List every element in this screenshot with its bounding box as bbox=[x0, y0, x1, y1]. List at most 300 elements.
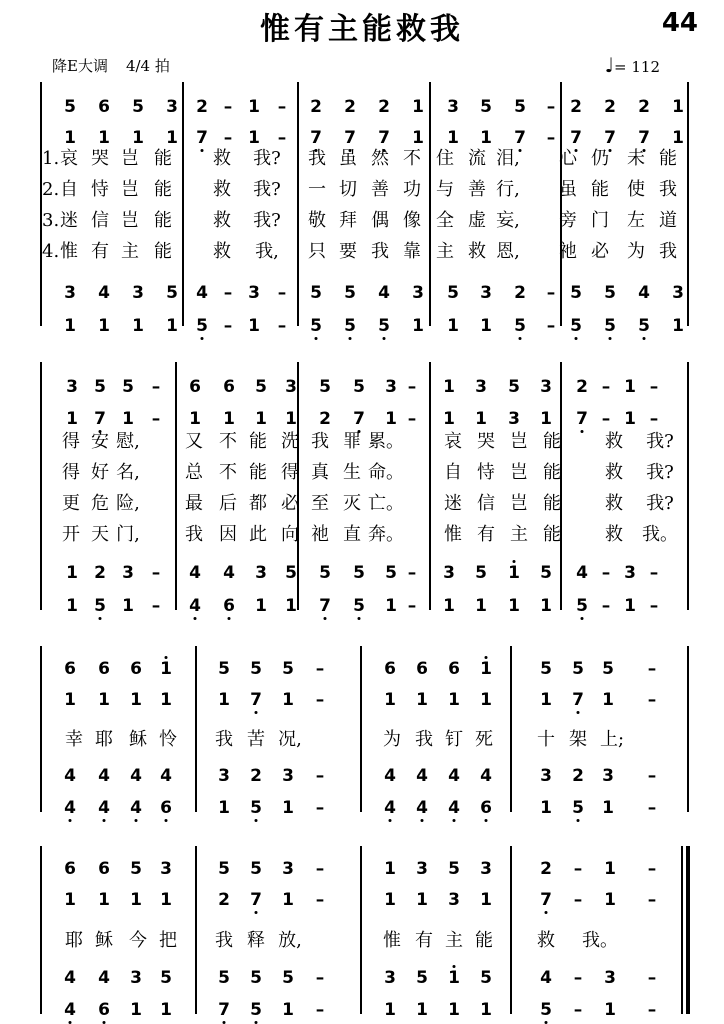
octave-dot-below bbox=[255, 711, 258, 714]
sustain-dash: – bbox=[407, 409, 417, 429]
note-digit: 2 bbox=[572, 766, 584, 786]
octave-dot-below bbox=[99, 617, 102, 620]
note-digit: 1 bbox=[130, 890, 142, 910]
lyric-char: 我 bbox=[659, 179, 677, 200]
note-digit: 3 bbox=[282, 766, 294, 786]
note-digit: 1 bbox=[66, 596, 78, 616]
lyric-char: 偶 bbox=[371, 210, 389, 231]
lyric-char: 主 bbox=[121, 241, 139, 262]
note-digit: 5 bbox=[508, 377, 520, 397]
note-digit: 1 bbox=[189, 409, 201, 429]
barline bbox=[510, 846, 512, 1014]
note-digit: 6 bbox=[223, 596, 235, 616]
note-digit: 1 bbox=[672, 316, 684, 336]
note-digit: 2 bbox=[378, 97, 390, 117]
octave-dot-above bbox=[485, 656, 488, 659]
note-digit: 7 bbox=[638, 128, 650, 148]
lyric-char: 能 bbox=[543, 524, 561, 545]
note-digit: 3 bbox=[255, 563, 267, 583]
sustain-dash: – bbox=[223, 316, 233, 336]
lyric-char: 门, bbox=[116, 524, 140, 545]
note-digit: 1 bbox=[602, 690, 614, 710]
lyric-char: 后 bbox=[219, 493, 237, 514]
note-digit: 5 bbox=[94, 596, 106, 616]
note-digit: 1 bbox=[624, 377, 636, 397]
lyric-char: 奔。 bbox=[368, 524, 404, 545]
lyric-char: 我? bbox=[253, 148, 281, 169]
sustain-dash: – bbox=[151, 596, 161, 616]
barline bbox=[560, 362, 562, 610]
note-digit: 4 bbox=[98, 798, 110, 818]
note-digit: 5 bbox=[282, 968, 294, 988]
lyric-char: 我, bbox=[255, 241, 279, 262]
lyric-char: 救 bbox=[213, 148, 231, 169]
barline bbox=[687, 82, 689, 326]
lyric-char: 恩, bbox=[496, 241, 520, 262]
note-digit: 5 bbox=[166, 283, 178, 303]
note-digit: 4 bbox=[98, 968, 110, 988]
sustain-dash: – bbox=[223, 128, 233, 148]
barline bbox=[182, 82, 184, 326]
note-digit: 3 bbox=[412, 283, 424, 303]
lyric-char: 能 bbox=[249, 431, 267, 452]
sustain-dash: – bbox=[601, 596, 611, 616]
note-digit: 5 bbox=[602, 659, 614, 679]
barline bbox=[429, 82, 431, 326]
note-digit: 1 bbox=[98, 316, 110, 336]
lyric-char: 不 bbox=[403, 148, 421, 169]
note-digit: 5 bbox=[250, 659, 262, 679]
note-digit: 3 bbox=[384, 968, 396, 988]
lyric-char: 真 bbox=[311, 462, 329, 483]
note-digit: 5 bbox=[514, 316, 526, 336]
note-digit: 5 bbox=[447, 283, 459, 303]
lyric-char: 要 bbox=[339, 241, 357, 262]
note-digit: 3 bbox=[540, 377, 552, 397]
note-digit: 7 bbox=[570, 128, 582, 148]
note-digit: 5 bbox=[540, 563, 552, 583]
lyric-char: 救 bbox=[468, 241, 486, 262]
barline bbox=[175, 362, 177, 610]
sustain-dash: – bbox=[601, 409, 611, 429]
lyric-char: 总 bbox=[185, 462, 203, 483]
octave-dot-below bbox=[201, 149, 204, 152]
barline bbox=[297, 362, 299, 610]
lyric-char: 耶 bbox=[95, 729, 113, 750]
note-digit: 3 bbox=[447, 97, 459, 117]
lyric-char: 我? bbox=[646, 493, 674, 514]
lyric-char: 死 bbox=[475, 729, 493, 750]
lyric-char: 罪 bbox=[343, 431, 361, 452]
octave-dot-below bbox=[255, 911, 258, 914]
note-digit: 1 bbox=[122, 409, 134, 429]
note-digit: 1 bbox=[385, 596, 397, 616]
lyric-char: 最 bbox=[185, 493, 203, 514]
note-digit: 2 bbox=[218, 890, 230, 910]
note-digit: 5 bbox=[282, 659, 294, 679]
note-digit: 4 bbox=[130, 798, 142, 818]
lyric-char: 不 bbox=[219, 462, 237, 483]
note-digit: 6 bbox=[384, 659, 396, 679]
note-digit: 4 bbox=[189, 596, 201, 616]
note-digit: 2 bbox=[540, 859, 552, 879]
note-digit: 3 bbox=[672, 283, 684, 303]
note-digit: 1 bbox=[160, 890, 172, 910]
lyric-char: 此 bbox=[249, 524, 267, 545]
final-barline bbox=[686, 846, 690, 1014]
sustain-dash: – bbox=[151, 409, 161, 429]
note-digit: 5 bbox=[196, 316, 208, 336]
sustain-dash: – bbox=[649, 563, 659, 583]
lyric-char: 得 bbox=[281, 462, 299, 483]
sustain-dash: – bbox=[315, 766, 325, 786]
note-digit: 5 bbox=[604, 316, 616, 336]
sustain-dash: – bbox=[601, 377, 611, 397]
lyric-char: 岂 bbox=[510, 462, 528, 483]
lyric-char: 十 bbox=[537, 729, 555, 750]
note-digit: 5 bbox=[378, 316, 390, 336]
note-digit: 1 bbox=[98, 128, 110, 148]
lyric-char: 我 bbox=[311, 431, 329, 452]
note-digit: 2 bbox=[638, 97, 650, 117]
note-digit: 3 bbox=[475, 377, 487, 397]
quarter-note-icon: ♩ bbox=[604, 53, 615, 77]
lyric-char: 惟 bbox=[60, 241, 78, 262]
lyric-char: 把 bbox=[159, 930, 177, 951]
lyric-char: 我 bbox=[371, 241, 389, 262]
note-digit: 4 bbox=[480, 766, 492, 786]
octave-dot-below bbox=[69, 819, 72, 822]
lyric-char: 放, bbox=[278, 930, 302, 951]
note-digit: 1 bbox=[160, 659, 172, 679]
note-digit: 7 bbox=[540, 890, 552, 910]
barline bbox=[40, 82, 42, 326]
sustain-dash: – bbox=[315, 859, 325, 879]
sustain-dash: – bbox=[277, 283, 287, 303]
note-digit: 5 bbox=[638, 316, 650, 336]
lyric-char: 左 bbox=[627, 210, 645, 231]
lyric-char: 善 bbox=[468, 179, 486, 200]
octave-dot-below bbox=[581, 617, 584, 620]
lyric-char: 生 bbox=[343, 462, 361, 483]
octave-dot-below bbox=[577, 819, 580, 822]
octave-dot-below bbox=[358, 617, 361, 620]
note-digit: 5 bbox=[64, 97, 76, 117]
lyric-char: 岂 bbox=[510, 431, 528, 452]
note-digit: 1 bbox=[480, 316, 492, 336]
barline bbox=[195, 646, 197, 812]
lyric-char: 旁 bbox=[559, 210, 577, 231]
lyric-char: 哭 bbox=[91, 148, 109, 169]
note-digit: 3 bbox=[285, 377, 297, 397]
lyric-char: 哀 bbox=[444, 431, 462, 452]
lyric-char: 妄, bbox=[496, 210, 520, 231]
note-digit: 1 bbox=[248, 128, 260, 148]
lyric-char: 上; bbox=[599, 729, 625, 750]
note-digit: 1 bbox=[282, 890, 294, 910]
note-digit: 1 bbox=[218, 798, 230, 818]
note-digit: 5 bbox=[353, 596, 365, 616]
lyric-char: 自 bbox=[444, 462, 462, 483]
note-digit: 5 bbox=[255, 377, 267, 397]
octave-dot-below bbox=[255, 819, 258, 822]
barline bbox=[510, 646, 512, 812]
lyric-char: 今 bbox=[129, 930, 147, 951]
note-digit: 1 bbox=[480, 1000, 492, 1020]
note-digit: 4 bbox=[223, 563, 235, 583]
octave-dot-below bbox=[194, 617, 197, 620]
note-digit: 5 bbox=[319, 563, 331, 583]
lyric-char: 全 bbox=[436, 210, 454, 231]
lyric-char: 不 bbox=[219, 431, 237, 452]
note-digit: 5 bbox=[122, 377, 134, 397]
lyric-char: 迷 bbox=[444, 493, 462, 514]
lyric-char: 稣 bbox=[95, 930, 113, 951]
lyric-char: 更 bbox=[62, 493, 80, 514]
lyric-char: 流 bbox=[468, 148, 486, 169]
lyric-char: 祂 bbox=[311, 524, 329, 545]
lyric-char: 一 bbox=[308, 179, 326, 200]
lyric-char: 泪, bbox=[496, 148, 520, 169]
note-digit: 3 bbox=[132, 283, 144, 303]
lyric-char: 门 bbox=[591, 210, 609, 231]
sustain-dash: – bbox=[546, 316, 556, 336]
note-digit: 2 bbox=[604, 97, 616, 117]
octave-dot-below bbox=[577, 711, 580, 714]
note-digit: 4 bbox=[540, 968, 552, 988]
note-digit: 3 bbox=[448, 890, 460, 910]
note-digit: 5 bbox=[132, 97, 144, 117]
octave-dot-above bbox=[513, 560, 516, 563]
note-digit: 3 bbox=[540, 766, 552, 786]
lyric-char: 虚 bbox=[468, 210, 486, 231]
lyric-char: 恃 bbox=[91, 179, 109, 200]
note-digit: 1 bbox=[540, 798, 552, 818]
lyric-char: 有 bbox=[477, 524, 495, 545]
note-digit: 5 bbox=[94, 377, 106, 397]
note-digit: 5 bbox=[570, 283, 582, 303]
lyric-char: 哀 bbox=[60, 148, 78, 169]
lyric-char: 向 bbox=[281, 524, 299, 545]
sustain-dash: – bbox=[277, 316, 287, 336]
note-digit: 1 bbox=[480, 128, 492, 148]
lyric-char: 恃 bbox=[477, 462, 495, 483]
note-digit: 1 bbox=[475, 409, 487, 429]
lyric-char: 有 bbox=[91, 241, 109, 262]
note-digit: 3 bbox=[624, 563, 636, 583]
note-digit: 1 bbox=[416, 890, 428, 910]
lyric-char: 得 bbox=[62, 462, 80, 483]
sustain-dash: – bbox=[315, 659, 325, 679]
barline bbox=[40, 846, 42, 1014]
lyric-char: 能 bbox=[591, 179, 609, 200]
lyric-char: 救 bbox=[213, 241, 231, 262]
note-digit: 1 bbox=[223, 409, 235, 429]
note-digit: 5 bbox=[218, 859, 230, 879]
note-digit: 5 bbox=[250, 1000, 262, 1020]
lyric-char: 救 bbox=[605, 524, 623, 545]
note-digit: 3 bbox=[122, 563, 134, 583]
octave-dot-below bbox=[324, 617, 327, 620]
note-digit: 3 bbox=[508, 409, 520, 429]
barline bbox=[360, 846, 362, 1014]
note-digit: 5 bbox=[250, 968, 262, 988]
sustain-dash: – bbox=[315, 690, 325, 710]
note-digit: 1 bbox=[385, 409, 397, 429]
note-digit: 1 bbox=[282, 1000, 294, 1020]
note-digit: 6 bbox=[64, 859, 76, 879]
note-digit: 1 bbox=[443, 596, 455, 616]
note-digit: 2 bbox=[344, 97, 356, 117]
lyric-char: 怜 bbox=[159, 729, 177, 750]
note-digit: 6 bbox=[160, 798, 172, 818]
lyric-char: 我? bbox=[253, 179, 281, 200]
lyric-char: 然 bbox=[371, 148, 389, 169]
note-digit: 1 bbox=[448, 690, 460, 710]
sustain-dash: – bbox=[647, 798, 657, 818]
lyric-char: 况, bbox=[278, 729, 302, 750]
note-digit: 7 bbox=[319, 596, 331, 616]
lyric-char: 又 bbox=[185, 431, 203, 452]
lyric-char: 像 bbox=[403, 210, 421, 231]
lyric-char: 洗 bbox=[281, 431, 299, 452]
barline bbox=[681, 846, 683, 1014]
lyric-char: 主 bbox=[445, 930, 463, 951]
note-digit: 1 bbox=[66, 409, 78, 429]
sustain-dash: – bbox=[407, 596, 417, 616]
note-digit: 4 bbox=[448, 798, 460, 818]
lyric-char: 我 bbox=[659, 241, 677, 262]
octave-dot-below bbox=[485, 819, 488, 822]
note-digit: 1 bbox=[248, 97, 260, 117]
note-digit: 4 bbox=[384, 798, 396, 818]
lyric-char: 与 bbox=[436, 179, 454, 200]
note-digit: 1 bbox=[64, 128, 76, 148]
sustain-dash: – bbox=[573, 890, 583, 910]
lyric-char: 至 bbox=[311, 493, 329, 514]
lyric-char: 救 bbox=[605, 431, 623, 452]
lyric-char: 能 bbox=[154, 179, 172, 200]
lyric-char: 耶 bbox=[65, 930, 83, 951]
lyric-char: 危 bbox=[91, 493, 109, 514]
lyric-char: 靠 bbox=[403, 241, 421, 262]
octave-dot-below bbox=[315, 337, 318, 340]
note-digit: 5 bbox=[310, 316, 322, 336]
lyric-char: 祂 bbox=[559, 241, 577, 262]
note-digit: 5 bbox=[540, 659, 552, 679]
lyric-char: 名, bbox=[116, 462, 140, 483]
lyric-char: 累。 bbox=[368, 431, 404, 452]
note-digit: 4 bbox=[384, 766, 396, 786]
lyric-char: 救 bbox=[605, 493, 623, 514]
lyric-char: 能 bbox=[154, 148, 172, 169]
note-digit: 1 bbox=[480, 659, 492, 679]
lyric-char: 亡。 bbox=[368, 493, 404, 514]
lyric-char: 为 bbox=[627, 241, 645, 262]
lyric-char: 我 bbox=[215, 930, 233, 951]
note-digit: 1 bbox=[64, 890, 76, 910]
note-digit: 5 bbox=[218, 659, 230, 679]
sustain-dash: – bbox=[546, 283, 556, 303]
octave-dot-below bbox=[201, 337, 204, 340]
sustain-dash: – bbox=[277, 97, 287, 117]
note-digit: 3 bbox=[166, 97, 178, 117]
lyric-char: 能 bbox=[659, 148, 677, 169]
note-digit: 1 bbox=[384, 859, 396, 879]
note-digit: 5 bbox=[576, 596, 588, 616]
note-digit: 3 bbox=[480, 859, 492, 879]
note-digit: 1 bbox=[412, 316, 424, 336]
note-digit: 3 bbox=[602, 766, 614, 786]
note-digit: 5 bbox=[353, 563, 365, 583]
sustain-dash: – bbox=[546, 128, 556, 148]
note-digit: 1 bbox=[248, 316, 260, 336]
note-digit: 5 bbox=[160, 968, 172, 988]
note-digit: 1 bbox=[384, 1000, 396, 1020]
barline bbox=[297, 82, 299, 326]
note-digit: 1 bbox=[672, 97, 684, 117]
note-digit: 1 bbox=[540, 690, 552, 710]
lyric-char: 切 bbox=[339, 179, 357, 200]
octave-dot-below bbox=[643, 337, 646, 340]
note-digit: 1 bbox=[132, 316, 144, 336]
note-digit: 3 bbox=[416, 859, 428, 879]
lyric-char: 必 bbox=[591, 241, 609, 262]
note-digit: 1 bbox=[160, 690, 172, 710]
octave-dot-below bbox=[609, 337, 612, 340]
sustain-dash: – bbox=[573, 1000, 583, 1020]
note-digit: 6 bbox=[189, 377, 201, 397]
note-digit: 7 bbox=[218, 1000, 230, 1020]
sustain-dash: – bbox=[649, 596, 659, 616]
note-digit: 3 bbox=[443, 563, 455, 583]
barline bbox=[560, 82, 562, 326]
lyric-char: 拜 bbox=[339, 210, 357, 231]
note-digit: 2 bbox=[514, 283, 526, 303]
note-digit: 1 bbox=[604, 859, 616, 879]
note-digit: 5 bbox=[218, 968, 230, 988]
note-digit: 4 bbox=[64, 968, 76, 988]
sustain-dash: – bbox=[649, 409, 659, 429]
lyric-char: 虽 bbox=[559, 179, 577, 200]
octave-dot-below bbox=[165, 819, 168, 822]
note-digit: 4 bbox=[378, 283, 390, 303]
note-digit: 7 bbox=[604, 128, 616, 148]
sustain-dash: – bbox=[315, 890, 325, 910]
verse-number: 4. bbox=[42, 241, 60, 262]
lyric-char: 有 bbox=[415, 930, 433, 951]
note-digit: 6 bbox=[98, 859, 110, 879]
note-digit: 5 bbox=[353, 377, 365, 397]
note-digit: 3 bbox=[66, 377, 78, 397]
lyric-char: 慰, bbox=[116, 431, 140, 452]
note-digit: 5 bbox=[130, 859, 142, 879]
note-digit: 5 bbox=[385, 563, 397, 583]
lyric-char: 主 bbox=[510, 524, 528, 545]
note-digit: 1 bbox=[447, 128, 459, 148]
note-digit: 1 bbox=[604, 1000, 616, 1020]
sustain-dash: – bbox=[407, 563, 417, 583]
sustain-dash: – bbox=[649, 377, 659, 397]
lyric-char: 岂 bbox=[121, 148, 139, 169]
tempo-value: = 112 bbox=[614, 58, 660, 76]
octave-dot-below bbox=[519, 337, 522, 340]
barline bbox=[429, 362, 431, 610]
note-digit: 3 bbox=[218, 766, 230, 786]
octave-dot-below bbox=[545, 911, 548, 914]
note-digit: 1 bbox=[624, 409, 636, 429]
note-digit: 5 bbox=[514, 97, 526, 117]
